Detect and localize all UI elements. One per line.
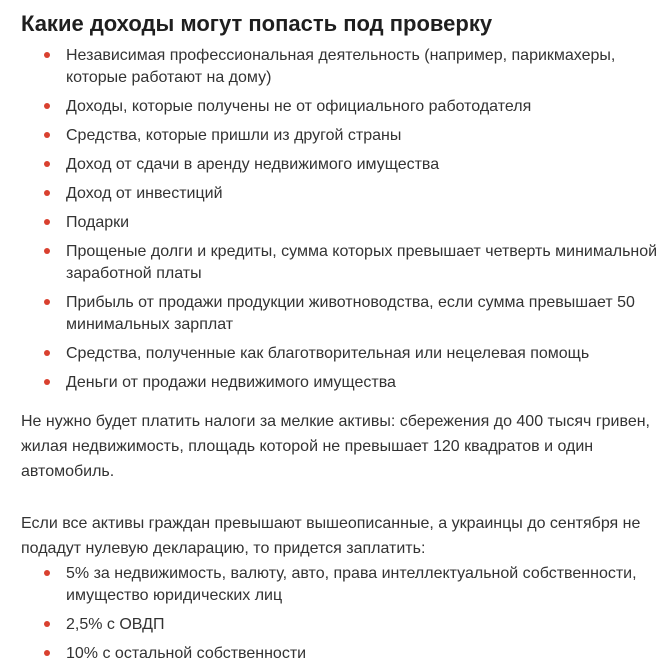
list-item-text: Средства, которые пришли из другой страны xyxy=(66,127,402,144)
bullet-icon xyxy=(44,219,50,225)
bullet-icon xyxy=(44,299,50,305)
paragraph-exemptions: Не нужно будет платить налоги за мелкие активы: сбережения до 400 тысяч гривен, жилая недвижимость, площадь которой не превышает 120 квадратов и один автомобиль. xyxy=(21,413,650,480)
list-item-text: Доход от сдачи в аренду недвижимого имущества xyxy=(66,156,440,173)
list-item xyxy=(21,563,665,607)
list-item-text: 5% за недвижимость, валюту, авто, права интеллектуальной собственности, имущество юридических лиц xyxy=(66,565,637,604)
bullet-icon xyxy=(44,103,50,109)
list-item-text: 2,5% с ОВДП xyxy=(66,616,165,633)
list-item-text: Независимая профессиональная деятельность (например, парикмахеры, которые работают на дому) xyxy=(66,47,616,86)
bullet-icon xyxy=(44,570,50,576)
list-item xyxy=(21,292,665,336)
list-item xyxy=(21,614,665,636)
bullet-icon xyxy=(44,621,50,627)
list-item xyxy=(21,643,665,665)
list-item xyxy=(21,343,665,365)
tax-rate-list xyxy=(21,563,665,665)
list-item xyxy=(21,96,665,118)
list-item-text: Доходы, которые получены не от официального работодателя xyxy=(66,98,532,115)
bullet-icon xyxy=(44,190,50,196)
list-item xyxy=(21,45,665,89)
list-item-text: Прибыль от продажи продукции животноводства, если сумма превышает 50 минимальных зарплат xyxy=(66,294,635,333)
bullet-icon xyxy=(44,379,50,385)
list-item xyxy=(21,125,665,147)
bullet-icon xyxy=(44,650,50,656)
list-item-text: Доход от инвестиций xyxy=(66,185,223,202)
bullet-icon xyxy=(44,52,50,58)
section-heading: Какие доходы могут попасть под проверку xyxy=(21,11,493,36)
list-item-text: 10% с остальной собственности xyxy=(66,645,307,662)
income-list xyxy=(21,45,665,394)
list-item-text: Деньги от продажи недвижимого имущества xyxy=(66,374,396,391)
paragraph-tax-intro: Если все активы граждан превышают вышеописанные, а украинцы до сентября не подадут нулевую декларацию, то придется заплатить: xyxy=(21,515,641,557)
list-item xyxy=(21,372,665,394)
list-item xyxy=(21,241,665,285)
bullet-icon xyxy=(44,350,50,356)
bullet-icon xyxy=(44,248,50,254)
list-item-text: Средства, полученные как благотворительная или нецелевая помощь xyxy=(66,345,590,362)
bullet-icon xyxy=(44,161,50,167)
list-item xyxy=(21,154,665,176)
list-item xyxy=(21,183,665,205)
bullet-icon xyxy=(44,132,50,138)
list-item-text: Прощеные долги и кредиты, сумма которых превышает четверть минимальной заработной платы xyxy=(66,243,658,282)
list-item-text: Подарки xyxy=(66,214,130,231)
list-item xyxy=(21,212,665,234)
